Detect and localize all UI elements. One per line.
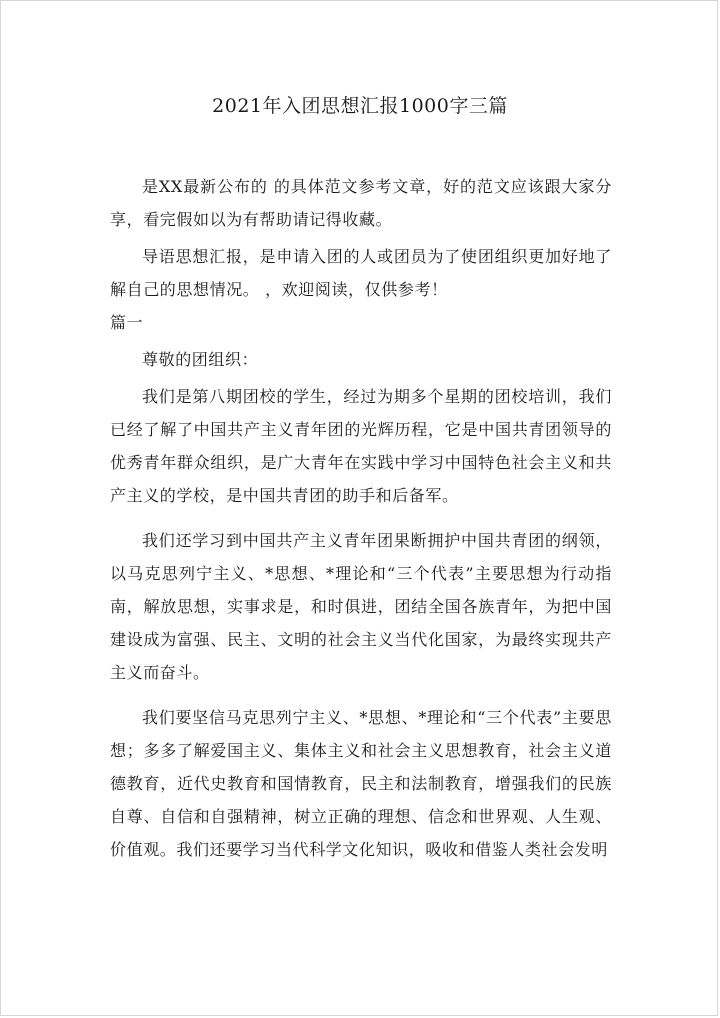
section-heading: 篇一: [110, 313, 144, 332]
document-title: 2021年入团思想汇报1000字三篇: [212, 95, 508, 117]
body-paragraph-2: 我们还学习到中国共产主义青年团果断拥护中国共青团的纲领，以马克思列宁主义、*思想、*理论和“三个代表”主要思想为行动指南，解放思想，实事求是，和时俱进，团结全国各族青年，为把中国建设成为富强、民主、文明的社会主义当代化国家，为最终实现共产主义而奋斗。: [110, 531, 612, 682]
body-paragraph-1: 我们是第八期团校的学生，经过为期多个星期的团校培训，我们已经了解了中国共产主义青年团的光辉历程，它是中国共青团领导的优秀青年群众组织，是广大青年在实践中学习中国特色社会主义和共产主义的学校，是中国共青团的助手和后备军。: [110, 387, 612, 505]
guide-paragraph: 导语思想汇报，是申请入团的人或团员为了使团组织更加好地了解自己的思想情况。 ，欢迎阅读，仅供参考！: [110, 247, 612, 299]
body-paragraph-3: 我们要坚信马克思列宁主义、*思想、*理论和“三个代表”主要思想；多多了解爱国主义、集体主义和社会主义思想教育，社会主义道德教育，近代史教育和国情教育，民主和法制教育，增强我们的民族自尊、自信和自强精神，树立正确的理想、信念和世界观、人生观、价值观。我们还要学习当代科学文化知识，吸收和借鉴人类社会发明: [110, 708, 612, 859]
document-body: [110, 170, 612, 866]
intro-paragraph: 是XX最新公布的 的具体范文参考文章，好的范文应该跟大家分享，看完假如以为有帮助请记得收藏。: [110, 177, 612, 229]
salutation: 尊敬的团组织：: [142, 350, 259, 369]
